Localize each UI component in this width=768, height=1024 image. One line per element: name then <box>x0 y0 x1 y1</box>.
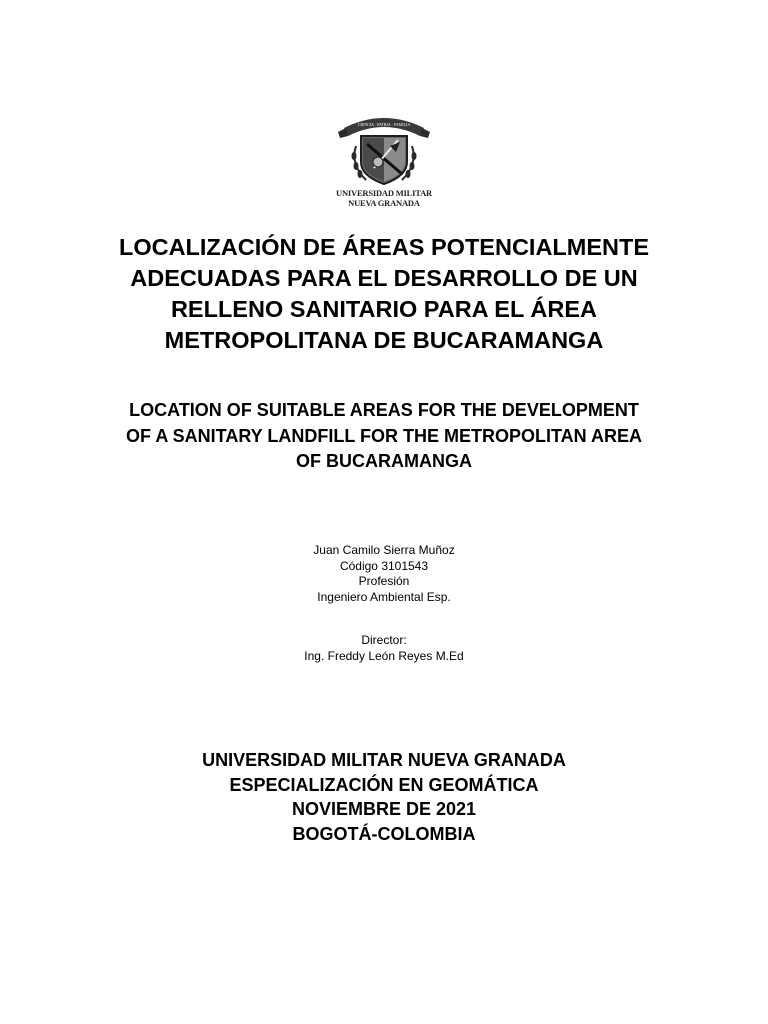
director-name: Ing. Freddy León Reyes M.Ed <box>304 648 464 663</box>
university-name: UNIVERSIDAD MILITAR NUEVA GRANADA <box>202 750 566 770</box>
english-title-line: LOCATION OF SUITABLE AREAS FOR THE DEVELOPMENT <box>129 400 639 420</box>
university-crest-icon <box>334 106 434 188</box>
director-block <box>184 633 584 664</box>
spanish-title <box>60 232 708 356</box>
author-block <box>184 543 584 605</box>
english-title-line: OF A SANITARY LANDFILL FOR THE METROPOLITAN AREA <box>126 425 642 446</box>
english-title-line: OF BUCARAMANGA <box>296 451 472 471</box>
author-profession: Ingeniero Ambiental Esp. <box>317 589 451 604</box>
logo-motto: CIENCIA · PATRIA · FAMILIA <box>357 122 411 127</box>
city-line: BOGOTÁ-COLOMBIA <box>292 823 476 844</box>
date-line: NOVIEMBRE DE 2021 <box>291 799 477 819</box>
spanish-title-line: METROPOLITANA DE BUCARAMANGA <box>164 327 604 353</box>
director-label: Director: <box>361 633 407 647</box>
english-title <box>60 398 708 475</box>
spanish-title-line: ADECUADAS PARA EL DESARROLLO DE UN <box>130 265 638 291</box>
spanish-title-line: LOCALIZACIÓN DE ÁREAS POTENCIALMENTE <box>118 234 650 260</box>
program-name: ESPECIALIZACIÓN EN GEOMÁTICA <box>229 774 539 795</box>
spanish-title-line: RELLENO SANITARIO PARA EL ÁREA <box>170 296 598 322</box>
logo-wordmark <box>334 188 434 208</box>
logo-name-line1: UNIVERSIDAD MILITAR <box>336 188 432 198</box>
author-name: Juan Camilo Sierra Muñoz <box>313 543 455 557</box>
university-logo <box>334 106 434 212</box>
author-code: Código 3101543 <box>339 558 429 573</box>
institution-footer <box>84 748 684 846</box>
logo-name-line2: NUEVA GRANADA <box>348 198 420 208</box>
profession-label: Profesión <box>358 574 410 588</box>
